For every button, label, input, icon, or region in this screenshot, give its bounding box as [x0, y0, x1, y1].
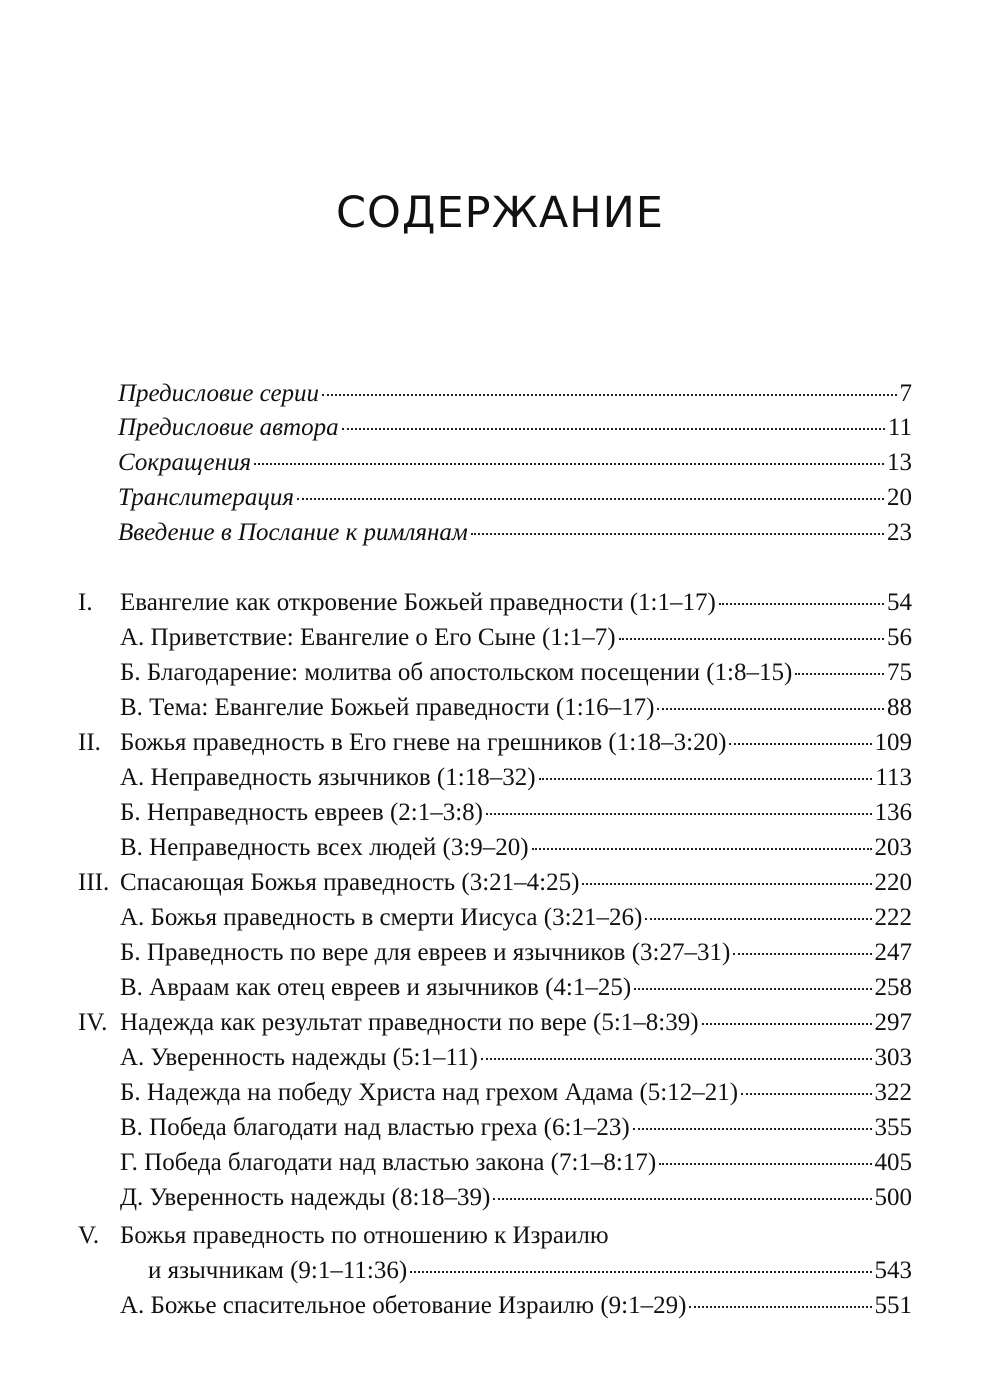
toc-page-number: 551 — [874, 1292, 912, 1319]
toc-entry-abbreviations — [0, 445, 1000, 481]
toc-entry-title: А. Неправедность язычников (1:18–32) — [120, 764, 536, 791]
dot-leader — [493, 1198, 871, 1200]
chapter-number: II. — [78, 729, 101, 756]
toc-section — [0, 690, 1000, 726]
toc-page-number: 136 — [874, 799, 912, 826]
toc-entry-title: и язычникам (9:1–11:36) — [148, 1257, 408, 1284]
toc-page-number: 113 — [875, 764, 912, 791]
toc-section — [0, 1288, 1000, 1324]
dot-leader — [471, 533, 884, 535]
toc-section — [0, 1110, 1000, 1146]
toc-entry-title: Сокращения — [118, 449, 252, 476]
toc-entry-title: Предисловие серии — [118, 380, 320, 407]
toc-section — [0, 970, 1000, 1006]
toc-entry-transliteration — [0, 480, 1000, 516]
chapter-number: IV. — [78, 1009, 108, 1036]
toc-entry-title: Б. Неправедность евреев (2:1–3:8) — [120, 799, 483, 826]
toc-entry-title: А. Приветствие: Евангелие о Его Сыне (1:1–7) — [120, 624, 616, 651]
dot-leader — [741, 1093, 871, 1095]
dot-leader — [582, 883, 871, 885]
toc-section — [0, 760, 1000, 796]
toc-section — [0, 935, 1000, 971]
dot-leader — [657, 708, 884, 710]
toc-page-number: 220 — [874, 869, 912, 896]
toc-entry-title: Божья праведность по отношению к Израилю — [120, 1222, 609, 1249]
toc-page-number: 303 — [874, 1044, 912, 1071]
dot-leader — [619, 638, 884, 640]
toc-section — [0, 795, 1000, 831]
dot-leader — [729, 743, 871, 745]
toc-entry-title: Введение в Послание к римлянам — [118, 519, 468, 546]
dot-leader — [689, 1306, 871, 1308]
toc-entry-title: В. Победа благодати над властью греха (6:1–23) — [120, 1114, 630, 1141]
toc-chapter-5-continued — [0, 1253, 1000, 1289]
toc-page-number: 13 — [887, 449, 912, 476]
toc-page-number: 543 — [874, 1257, 912, 1284]
toc-entry-title: В. Авраам как отец евреев и язычников (4:1–25) — [120, 974, 632, 1001]
toc-page-number: 23 — [887, 519, 912, 546]
toc-page-number: 20 — [887, 484, 912, 511]
toc-entry-title: Божья праведность в Его гневе на грешников (1:18–3:20) — [120, 729, 727, 756]
toc-chapter-3 — [0, 865, 1000, 901]
toc-entry-title: В. Тема: Евангелие Божьей праведности (1:16–17) — [120, 694, 655, 721]
chapter-number: V. — [78, 1222, 100, 1249]
dot-leader — [322, 394, 896, 396]
dot-leader — [342, 428, 885, 430]
toc-section — [0, 830, 1000, 866]
toc-entry-title: Надежда как результат праведности по вере (5:1–8:39) — [120, 1009, 699, 1036]
toc-section — [0, 1075, 1000, 1111]
toc-entry-title: Г. Победа благодати над властью закона (7:1–8:17) — [120, 1149, 657, 1176]
toc-page-number: 11 — [887, 414, 912, 441]
toc-chapter-5 — [0, 1218, 1000, 1254]
dot-leader — [486, 813, 872, 815]
toc-section — [0, 1145, 1000, 1181]
toc-section — [0, 1040, 1000, 1076]
toc-entry-title: Д. Уверенность надежды (8:18–39) — [120, 1184, 491, 1211]
toc-entry-title: Б. Праведность по вере для евреев и язычников (3:27–31) — [120, 939, 731, 966]
toc-page-number: 322 — [874, 1079, 912, 1106]
toc-chapter-2 — [0, 725, 1000, 761]
toc-page-number: 500 — [874, 1184, 912, 1211]
page-title: СОДЕРЖАНИЕ — [336, 188, 664, 238]
toc-entry-author-preface — [0, 410, 1000, 446]
toc-entry-title: Спасающая Божья праведность (3:21–4:25) — [120, 869, 580, 896]
toc-page-number: 203 — [874, 834, 912, 861]
toc-section — [0, 655, 1000, 691]
dot-leader — [633, 1128, 872, 1130]
toc-page-number: 405 — [874, 1149, 912, 1176]
dot-leader — [532, 848, 872, 850]
chapter-number: I. — [78, 589, 93, 616]
toc-page-number: 56 — [887, 624, 912, 651]
toc-page-number: 54 — [887, 589, 912, 616]
toc-page-number: 247 — [874, 939, 912, 966]
dot-leader — [297, 498, 884, 500]
toc-page-number: 297 — [874, 1009, 912, 1036]
toc-entry-title: А. Божье спасительное обетование Израилю (9:1–29) — [120, 1292, 687, 1319]
chapter-number: III. — [78, 869, 110, 896]
toc-entry-title: Предисловие автора — [118, 414, 339, 441]
dot-leader — [733, 953, 871, 955]
toc-section — [0, 900, 1000, 936]
dot-leader — [634, 988, 871, 990]
toc-section — [0, 1180, 1000, 1216]
toc-entry-title: В. Неправедность всех людей (3:9–20) — [120, 834, 529, 861]
toc-chapter-4 — [0, 1005, 1000, 1041]
toc-chapter-1 — [0, 585, 1000, 621]
dot-leader — [645, 918, 871, 920]
dot-leader — [795, 673, 884, 675]
dot-leader — [539, 778, 873, 780]
toc-entry-introduction — [0, 515, 1000, 551]
dot-leader — [659, 1163, 871, 1165]
toc-entry-title: Б. Благодарение: молитва об апостольском посещении (1:8–15) — [120, 659, 793, 686]
toc-page-number: 88 — [887, 694, 912, 721]
toc-entry-title: А. Уверенность надежды (5:1–11) — [120, 1044, 478, 1071]
toc-page-number: 109 — [874, 729, 912, 756]
toc-page-number: 7 — [899, 380, 912, 407]
toc-entry-title: Транслитерация — [118, 484, 294, 511]
toc-entry-title: Б. Надежда на победу Христа над грехом Адама (5:12–21) — [120, 1079, 739, 1106]
dot-leader — [481, 1058, 872, 1060]
toc-entry-title: А. Божья праведность в смерти Иисуса (3:21–26) — [120, 904, 643, 931]
dot-leader — [702, 1023, 872, 1025]
dot-leader — [410, 1271, 871, 1273]
toc-page-number: 75 — [887, 659, 912, 686]
toc-entry-title: Евангелие как откровение Божьей праведности (1:1–17) — [120, 589, 716, 616]
toc-page-number: 222 — [874, 904, 912, 931]
toc-entry-series-preface — [0, 376, 1000, 412]
toc-page-number: 355 — [874, 1114, 912, 1141]
dot-leader — [254, 463, 884, 465]
dot-leader — [719, 603, 884, 605]
toc-page-number: 258 — [874, 974, 912, 1001]
toc-section — [0, 620, 1000, 656]
